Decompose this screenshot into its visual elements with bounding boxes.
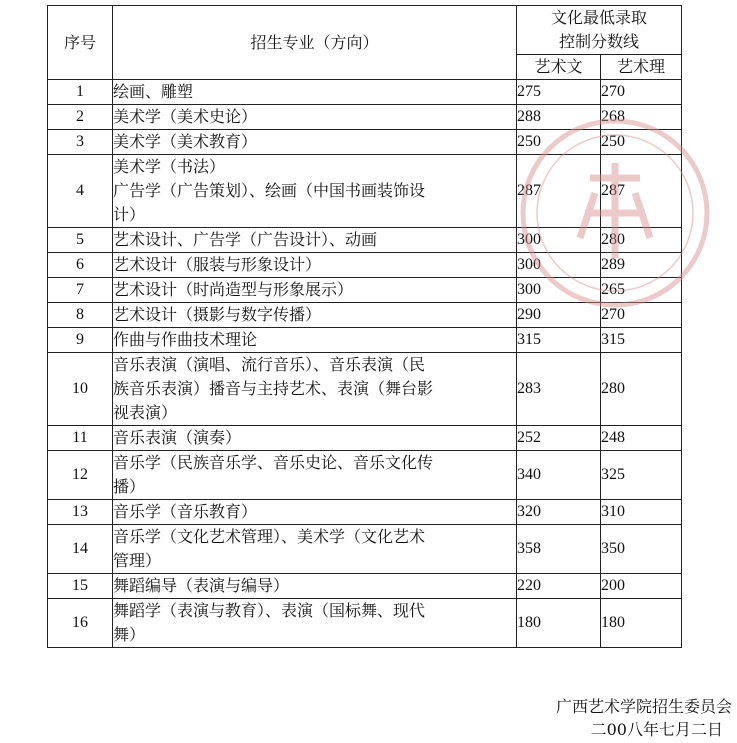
score-arts-liberal: 283	[517, 353, 601, 426]
table-row	[48, 426, 682, 451]
score-arts-science: 200	[601, 574, 682, 599]
row-major	[113, 599, 517, 648]
header-major: 招生专业（方向）	[113, 6, 517, 80]
row-major	[113, 105, 517, 130]
score-arts-science: 270	[601, 80, 682, 105]
table-row	[48, 278, 682, 303]
score-arts-science: 287	[601, 155, 682, 228]
score-arts-science: 315	[601, 328, 682, 353]
score-arts-liberal: 320	[517, 500, 601, 525]
major-line: 舞）	[113, 625, 146, 644]
row-number: 1	[48, 80, 113, 105]
major-line: 艺术设计、广告学（广告设计）、动画	[113, 230, 378, 249]
row-major	[113, 278, 517, 303]
row-major	[113, 228, 517, 253]
row-number: 11	[48, 426, 113, 451]
row-major	[113, 328, 517, 353]
score-arts-liberal: 340	[517, 451, 601, 500]
score-arts-science: 268	[601, 105, 682, 130]
row-major	[113, 525, 517, 574]
major-line: 美术学（美术史论）	[113, 107, 258, 126]
score-arts-science: 350	[601, 525, 682, 574]
row-number: 14	[48, 525, 113, 574]
header-arts-science: 艺术理	[601, 55, 682, 80]
table-body	[48, 80, 682, 648]
table-row	[48, 525, 682, 574]
score-arts-liberal: 287	[517, 155, 601, 228]
score-arts-liberal: 290	[517, 303, 601, 328]
row-major	[113, 353, 517, 426]
major-line: 美术学（书法）	[113, 157, 226, 176]
row-number: 10	[48, 353, 113, 426]
row-major	[113, 426, 517, 451]
major-line: 作曲与作曲技术理论	[113, 330, 258, 349]
header-score-line1: 文化最低录取	[551, 8, 648, 27]
header-score-line2: 控制分数线	[559, 32, 640, 51]
major-line: 艺术设计（时尚造型与形象展示）	[113, 280, 354, 299]
row-number: 15	[48, 574, 113, 599]
score-arts-liberal: 300	[517, 278, 601, 303]
major-line: 视表演）	[113, 403, 178, 422]
row-number: 7	[48, 278, 113, 303]
table-row	[48, 228, 682, 253]
row-number: 3	[48, 130, 113, 155]
header-number: 序号	[48, 6, 113, 80]
header-arts-liberal: 艺术文	[517, 55, 601, 80]
score-arts-science: 280	[601, 228, 682, 253]
score-arts-liberal: 288	[517, 105, 601, 130]
row-major	[113, 130, 517, 155]
table-row	[48, 500, 682, 525]
row-major	[113, 451, 517, 500]
score-arts-liberal: 315	[517, 328, 601, 353]
major-line: 族音乐表演）播音与主持艺术、表演（舞台影	[113, 379, 434, 398]
score-arts-science: 250	[601, 130, 682, 155]
major-line: 绘画、雕塑	[113, 82, 194, 101]
row-number: 8	[48, 303, 113, 328]
score-arts-liberal: 180	[517, 599, 601, 648]
row-number: 5	[48, 228, 113, 253]
row-major	[113, 303, 517, 328]
row-number: 12	[48, 451, 113, 500]
score-arts-liberal: 300	[517, 253, 601, 278]
major-line: 艺术设计（服装与形象设计）	[113, 255, 322, 274]
row-major	[113, 155, 517, 228]
score-arts-science: 270	[601, 303, 682, 328]
row-major	[113, 574, 517, 599]
major-line: 美术学（美术教育）	[113, 132, 258, 151]
footer-date: 二00八年七月二日	[590, 720, 723, 739]
major-line: 艺术设计（摄影与数字传播）	[113, 305, 322, 324]
header-score-group	[517, 6, 682, 55]
table-row	[48, 105, 682, 130]
score-arts-science: 265	[601, 278, 682, 303]
major-line: 音乐学（音乐教育）	[113, 502, 258, 521]
score-arts-liberal: 250	[517, 130, 601, 155]
table-row	[48, 574, 682, 599]
row-number: 13	[48, 500, 113, 525]
score-arts-liberal: 220	[517, 574, 601, 599]
row-number: 2	[48, 105, 113, 130]
score-arts-science: 310	[601, 500, 682, 525]
score-arts-science: 289	[601, 253, 682, 278]
table-row	[48, 599, 682, 648]
major-line: 音乐学（民族音乐学、音乐史论、音乐文化传	[113, 453, 434, 472]
major-line: 舞蹈学（表演与教育）、表演（国标舞、现代	[113, 601, 426, 620]
score-arts-liberal: 275	[517, 80, 601, 105]
score-arts-liberal: 300	[517, 228, 601, 253]
table-row	[48, 451, 682, 500]
major-line: 舞蹈编导（表演与编导）	[113, 576, 290, 595]
row-number: 16	[48, 599, 113, 648]
major-line: 计）	[113, 205, 146, 224]
major-line: 广告学（广告策划）、绘画（中国书画装饰设	[113, 181, 426, 200]
major-line: 音乐表演（演奏）	[113, 428, 242, 447]
row-major	[113, 80, 517, 105]
table-row	[48, 253, 682, 278]
row-major	[113, 500, 517, 525]
major-line: 播）	[113, 477, 146, 496]
score-arts-science: 325	[601, 451, 682, 500]
score-arts-liberal: 252	[517, 426, 601, 451]
table-row	[48, 80, 682, 105]
major-line: 音乐学（文化艺术管理）、美术学（文化艺术	[113, 527, 426, 546]
row-number: 6	[48, 253, 113, 278]
row-major	[113, 253, 517, 278]
footer-organization: 广西艺术学院招生委员会	[555, 697, 732, 716]
major-line: 管理）	[113, 551, 162, 570]
table-row	[48, 155, 682, 228]
score-arts-science: 248	[601, 426, 682, 451]
score-arts-science: 180	[601, 599, 682, 648]
row-number: 9	[48, 328, 113, 353]
major-line: 音乐表演（演唱、流行音乐）、音乐表演（民	[113, 355, 426, 374]
admission-score-table	[47, 5, 682, 648]
score-arts-liberal: 358	[517, 525, 601, 574]
score-arts-science: 280	[601, 353, 682, 426]
row-number: 4	[48, 155, 113, 228]
table-row	[48, 303, 682, 328]
table-row	[48, 328, 682, 353]
table-row	[48, 353, 682, 426]
table-row	[48, 130, 682, 155]
